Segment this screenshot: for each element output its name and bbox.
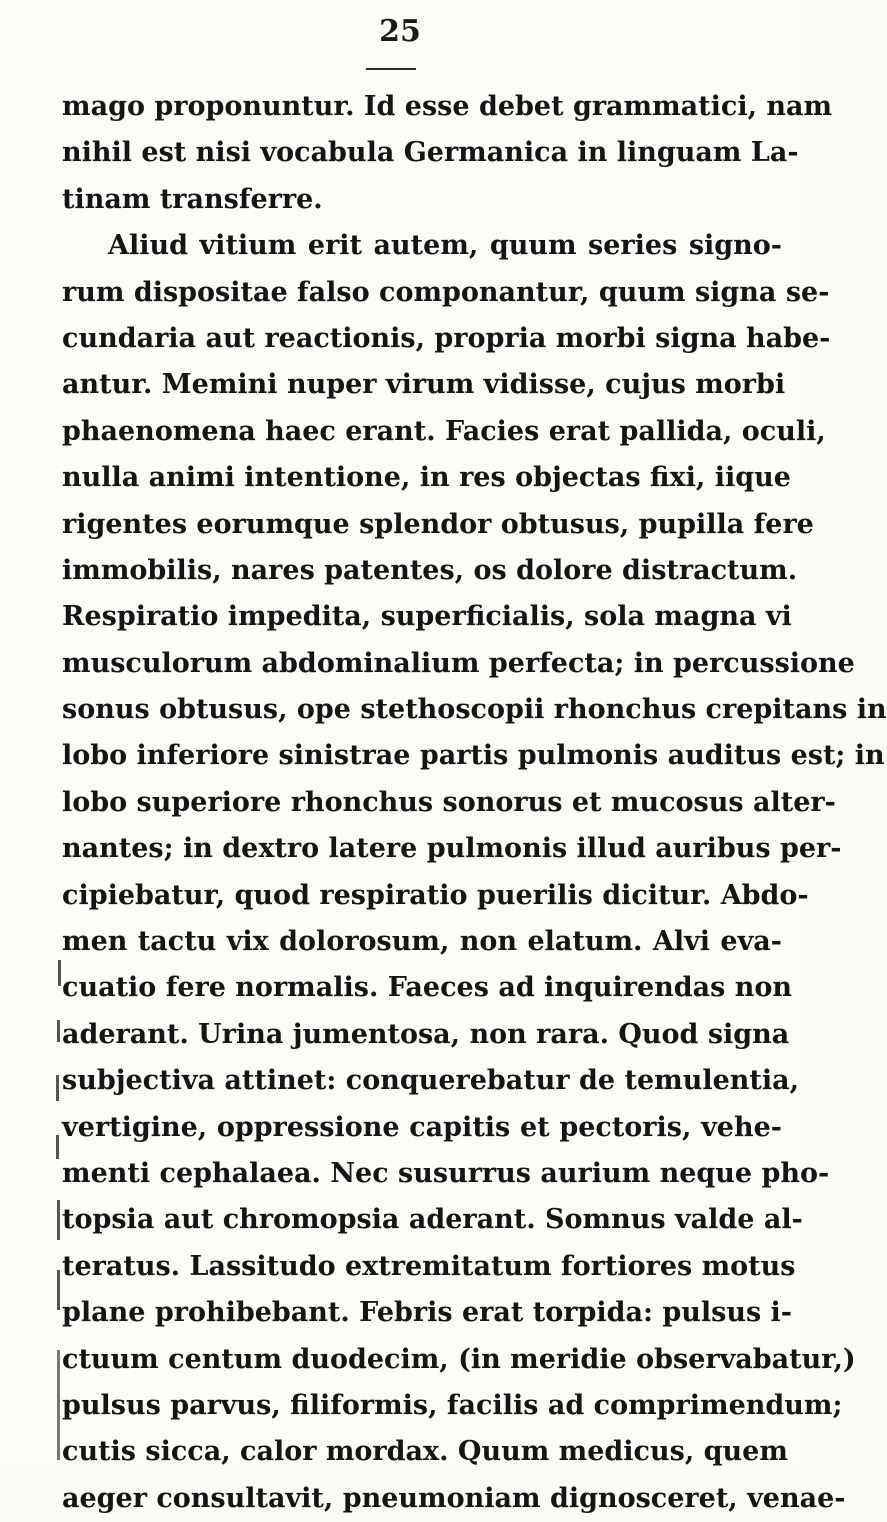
text-line: teratus. Lassitudo extremitatum fortiores motus [62, 1250, 796, 1282]
text-line: musculorum abdominalium perfecta; in percussione [62, 647, 855, 679]
text-line: lobo inferiore sinistrae partis pulmonis auditus est; in [62, 740, 885, 772]
text-line: plane prohibebant. Febris erat torpida: pulsus i- [62, 1297, 793, 1329]
text-line: aeger consultavit, pneumoniam dignosceret, venae- [62, 1482, 846, 1514]
binding-mark [56, 1075, 59, 1101]
text-line: topsia aut chromopsia aderant. Somnus valde al- [62, 1204, 803, 1236]
text-line: nihil est nisi vocabula Germanica in linguam La- [62, 137, 799, 169]
header-rule [366, 68, 416, 70]
text-line: cipiebatur, quod respiratio puerilis dicitur. Abdo- [62, 879, 809, 911]
binding-mark [58, 960, 61, 986]
text-line: phaenomena haec erant. Facies erat pallida, oculi, [62, 415, 826, 447]
binding-mark [57, 1350, 60, 1460]
text-line: rum dispositae falso componantur, quum signa se- [62, 276, 830, 308]
text-line: menti cephalaea. Nec susurrus aurium neque pho- [62, 1157, 830, 1189]
text-line: Respiratio impedita, superficialis, sola magna vi [62, 601, 792, 633]
binding-mark [57, 1200, 60, 1240]
text-line: mago proponuntur. Id esse debet grammatici, nam [62, 91, 833, 122]
text-line: aderant. Urina jumentosa, non rara. Quod signa [62, 1018, 790, 1050]
text-line: nantes; in dextro latere pulmonis illud auribus per- [62, 833, 842, 865]
binding-mark [57, 1020, 60, 1042]
text-line: cundaria aut reactionis, propria morbi signa habe- [62, 322, 831, 354]
page-number: 25 [379, 14, 421, 49]
text-line: cuatio fere normalis. Faeces ad inquirendas non [62, 972, 793, 1004]
text-line: sonus obtusus, ope stethoscopii rhonchus crepitans in [62, 694, 887, 726]
text-line: vertigine, oppressione capitis et pectoris, vehe- [62, 1111, 782, 1143]
text-line: lobo superiore rhonchus sonorus et mucosus alter- [62, 786, 836, 818]
text-line: Aliud vitium erit autem, quum series signo- [108, 230, 782, 262]
text-line: pulsus parvus, filiformis, facilis ad comprimendum; [62, 1389, 843, 1421]
text-line: tinam transferre. [62, 183, 323, 215]
text-line: subjectiva attinet: conquerebatur de temulentia, [62, 1065, 800, 1097]
text-line: ctuum centum duodecim, (in meridie observabatur,) [62, 1343, 856, 1375]
text-line: antur. Memini nuper virum vidisse, cujus morbi [62, 369, 786, 401]
text-line: rigentes eorumque splendor obtusus, pupilla fere [62, 508, 814, 540]
text-line: cutis sicca, calor mordax. Quum medicus, quem [62, 1436, 788, 1468]
binding-mark [56, 1135, 59, 1159]
body-text [62, 84, 887, 1522]
binding-mark [57, 1270, 60, 1310]
text-line: men tactu vix dolorosum, non elatum. Alvi eva- [62, 926, 782, 958]
binding-edge-marks [0, 870, 62, 1460]
text-line: nulla animi intentione, in res objectas fixi, iique [62, 462, 791, 494]
text-line: immobilis, nares patentes, os dolore distractum. [62, 554, 798, 586]
